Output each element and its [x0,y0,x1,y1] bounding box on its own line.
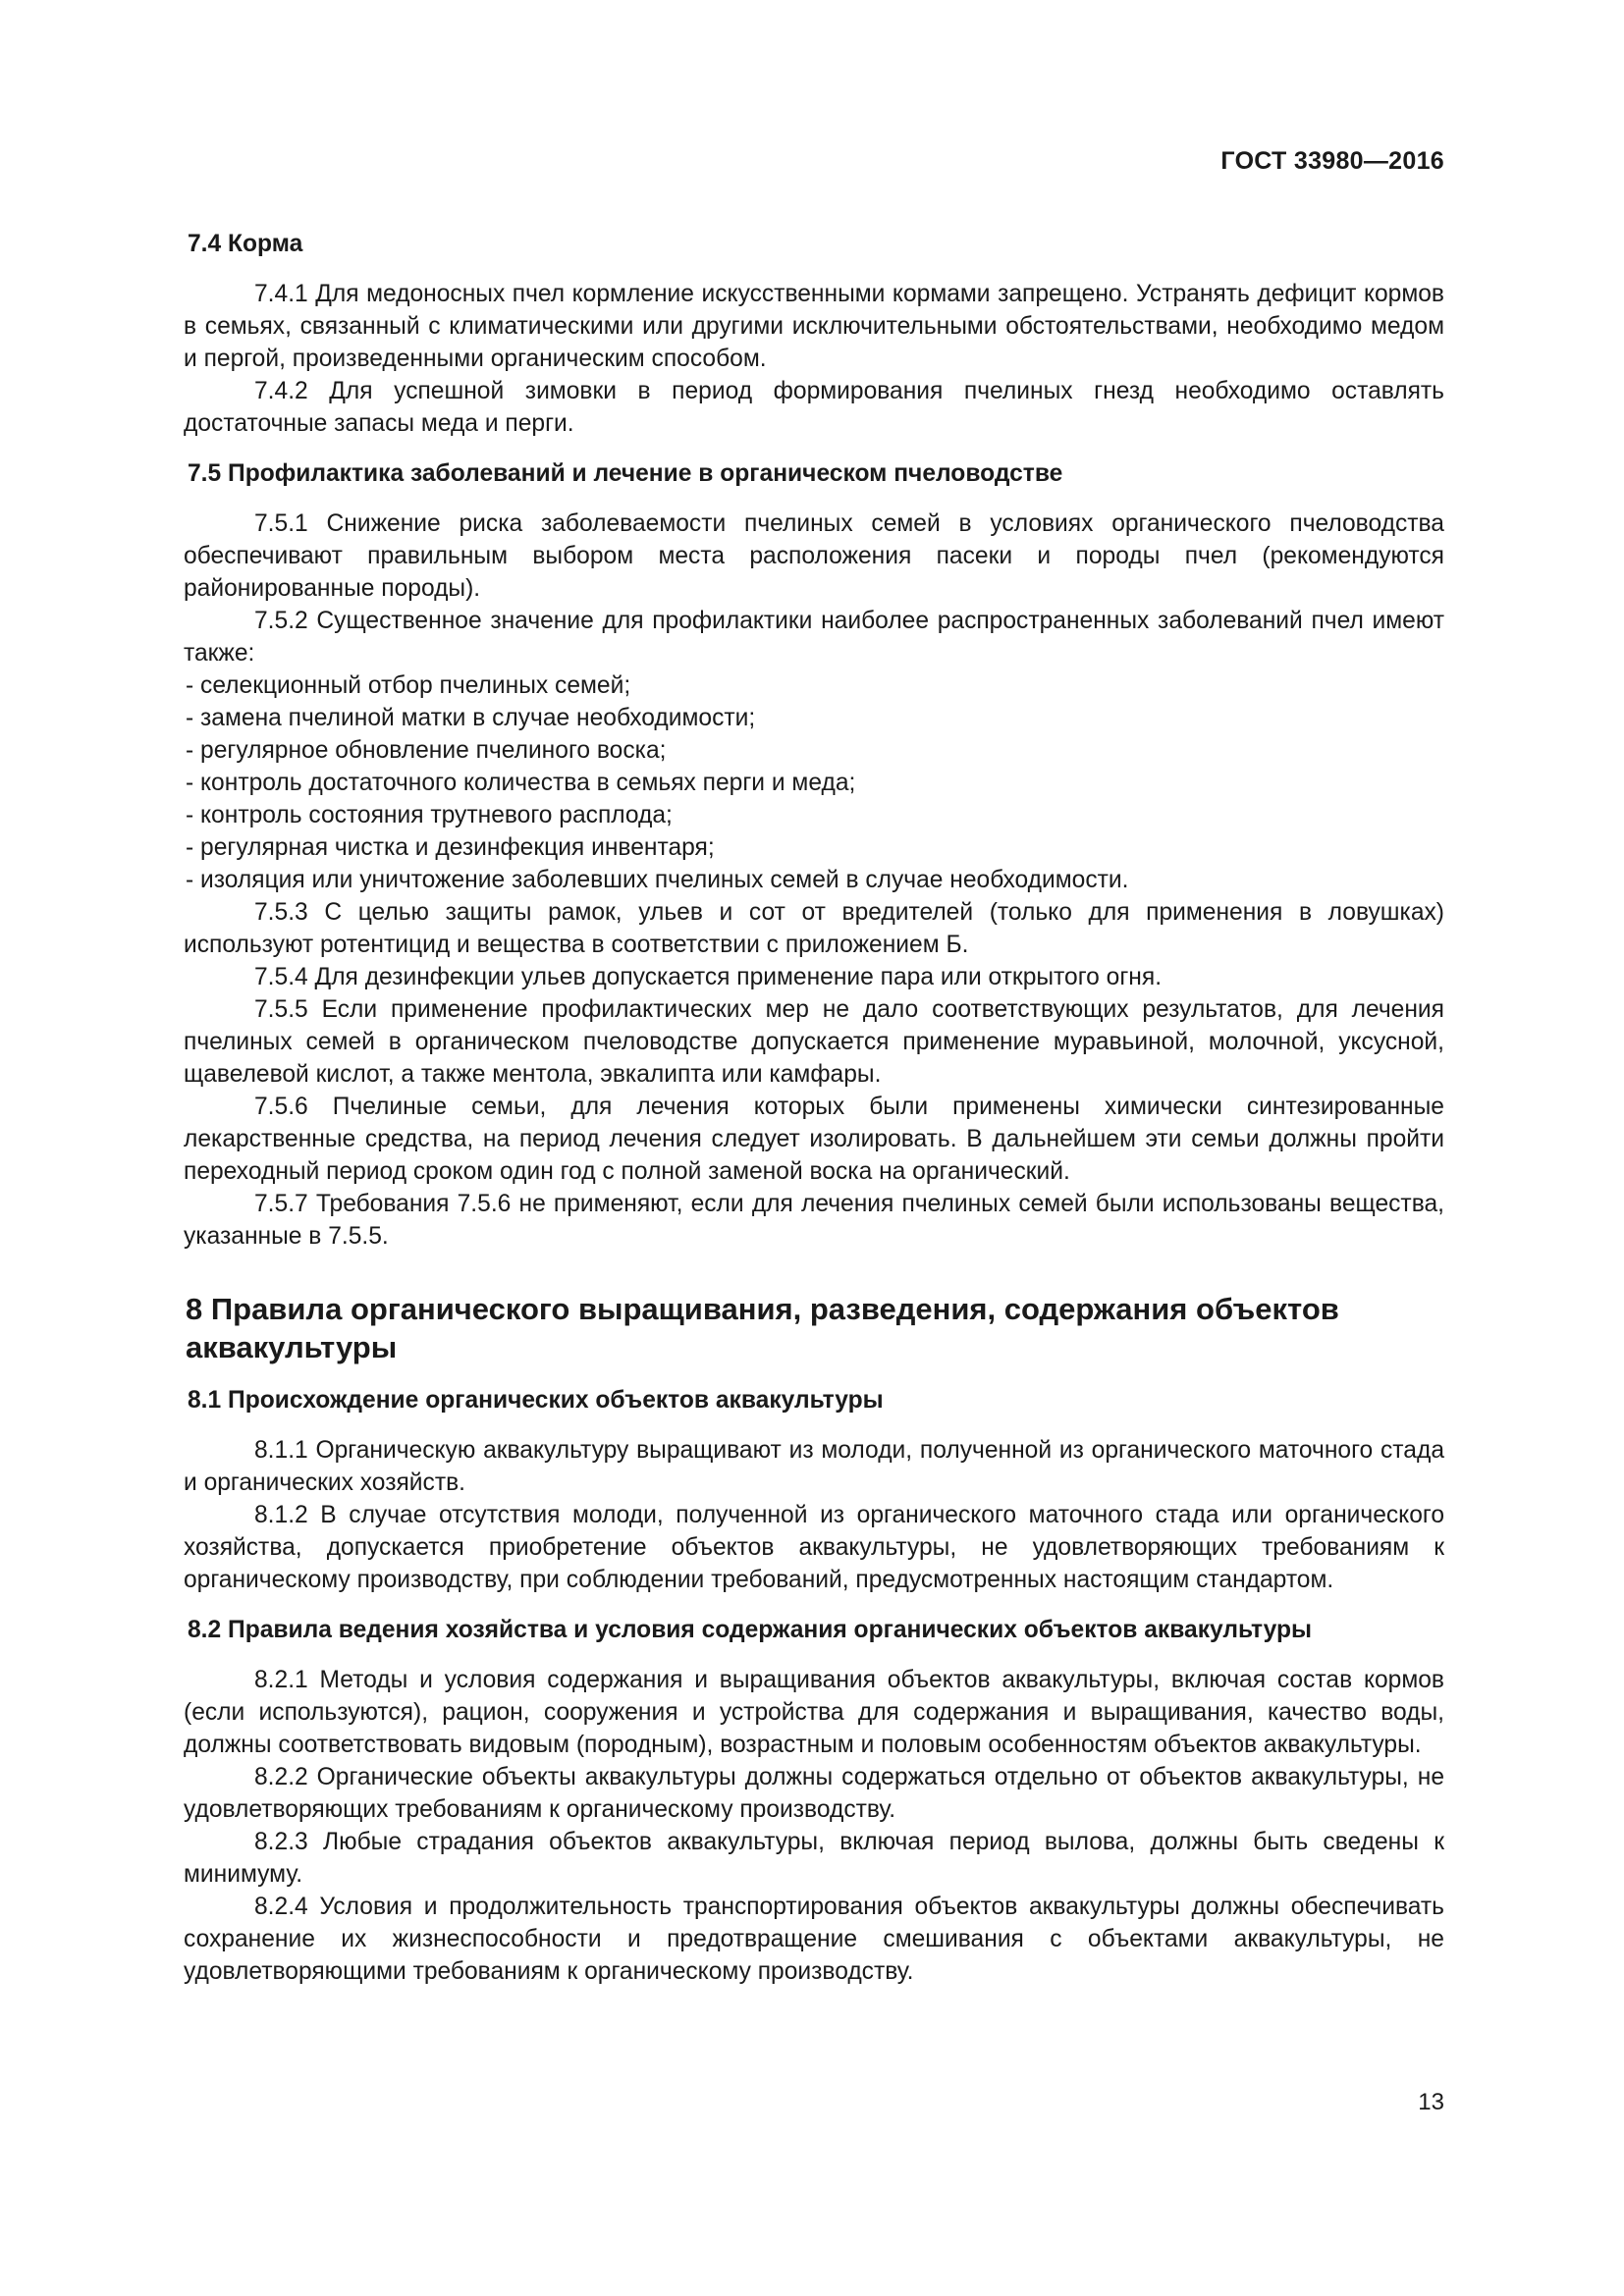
list-item: - изоляция или уничтожение заболевших пчелиных семей в случае необходимости. [186,867,1129,893]
paragraph-7-5-2: 7.5.2 Существенное значение для профилактики наиболее распространенных заболеваний пчел имеют также: [184,608,1444,667]
paragraph-7-5-6: 7.5.6 Пчелиные семьи, для лечения которых были применены химически синтезированные лекарственные средства, на период лечения следует изолировать. В дальнейшем эти семьи должны пройти переходный период сроком один год с полной заменой воска на органический. [184,1094,1444,1185]
section-8 [184,1290,1444,1988]
section-title-7-4: 7.4 Корма [188,231,303,257]
paragraph-8-2-3: 8.2.3 Любые страдания объектов аквакультуры, включая период вылова, должны быть сведены к минимуму. [184,1829,1444,1888]
section-7-5 [184,457,1444,1253]
paragraph-7-5-4: 7.5.4 Для дезинфекции ульев допускается применение пара или открытого огня. [254,964,1163,990]
list-item: - регулярное обновление пчелиного воска; [186,737,667,764]
section-title-8-2: 8.2 Правила ведения хозяйства и условия содержания органических объектов аквакультуры [188,1617,1312,1643]
list-item: - замена пчелиной матки в случае необходимости; [186,705,756,731]
paragraph-7-5-1: 7.5.1 Снижение риска заболеваемости пчелиных семей в условиях органического пчеловодства обеспечивают правильным выбором места расположения пасеки и породы пчел (рекомендуются районированные породы). [184,510,1444,602]
paragraph-8-2-2: 8.2.2 Органические объекты аквакультуры должны содержаться отдельно от объектов аквакультуры, не удовлетворяющих требованиям к органическому производству. [184,1764,1444,1823]
paragraph-8-2-4: 8.2.4 Условия и продолжительность транспортирования объектов аквакультуры должны обеспечивать сохранение их жизнеспособности и предотвращение смешивания с объектами аквакультуры, не удовлетворяющими требованиям к органическому производству. [184,1894,1444,1985]
prevention-list [184,669,1444,896]
paragraph-7-5-7: 7.5.7 Требования 7.5.6 не применяют, если для лечения пчелиных семей были использованы вещества, указанные в 7.5.5. [184,1191,1444,1250]
list-item: - контроль состояния трутневого расплода; [186,802,673,828]
paragraph-7-5-3: 7.5.3 С целью защиты рамок, ульев и сот от вредителей (только для применения в ловушках) используют ротентицид и вещества в соответствии с приложением Б. [184,899,1444,958]
standard-code-header: ГОСТ 33980—2016 [1220,147,1444,175]
paragraph-8-1-1: 8.1.1 Органическую аквакультуру выращивают из молоди, полученной из органического маточного стада и органических хозяйств. [184,1437,1444,1496]
paragraph-7-4-2: 7.4.2 Для успешной зимовки в период формирования пчелиных гнезд необходимо оставлять достаточные запасы меда и перги. [184,378,1444,437]
paragraph-7-4-1: 7.4.1 Для медоносных пчел кормление искусственными кормами запрещено. Устранять дефицит кормов в семьях, связанный с климатическими или другими исключительными обстоятельствами, необходимо медом и пергой, произведенными органическим способом. [184,281,1444,372]
page-number: 13 [1418,2089,1444,2115]
paragraph-8-2-1: 8.2.1 Методы и условия содержания и выращивания объектов аквакультуры, включая состав кормов (если используются), рацион, сооружения и устройства для содержания и выращивания, качество воды, должны соответствовать видовым (породным), возрастным и половым особенностям объектов аквакультуры. [184,1667,1444,1758]
list-item: - контроль достаточного количества в семьях перги и меда; [186,770,856,796]
section-title-8-1: 8.1 Происхождение органических объектов аквакультуры [188,1387,884,1414]
list-item: - регулярная чистка и дезинфекция инвентаря; [186,834,715,861]
section-7-4 [184,228,1444,440]
paragraph-7-5-5: 7.5.5 Если применение профилактических мер не дало соответствующих результатов, для лечения пчелиных семей в органическом пчеловодстве допускается применение муравьиной, молочной, уксусной, щавелевой кислот, а также ментола, эвкалипта или камфары. [184,996,1444,1088]
paragraph-8-1-2: 8.1.2 В случае отсутствия молоди, полученной из органического маточного стада или органического хозяйства, допускается приобретение объектов аквакультуры, не удовлетворяющих требованиям к органическому производству, при соблюдении требований, предусмотренных настоящим стандартом. [184,1502,1444,1593]
chapter-title-8: 8 Правила органического выращивания, разведения, содержания объектов аквакультуры [186,1292,1339,1364]
section-title-7-5: 7.5 Профилактика заболеваний и лечение в органическом пчеловодстве [188,460,1063,487]
list-item: - селекционный отбор пчелиных семей; [186,672,631,699]
page-content [184,228,1444,1988]
